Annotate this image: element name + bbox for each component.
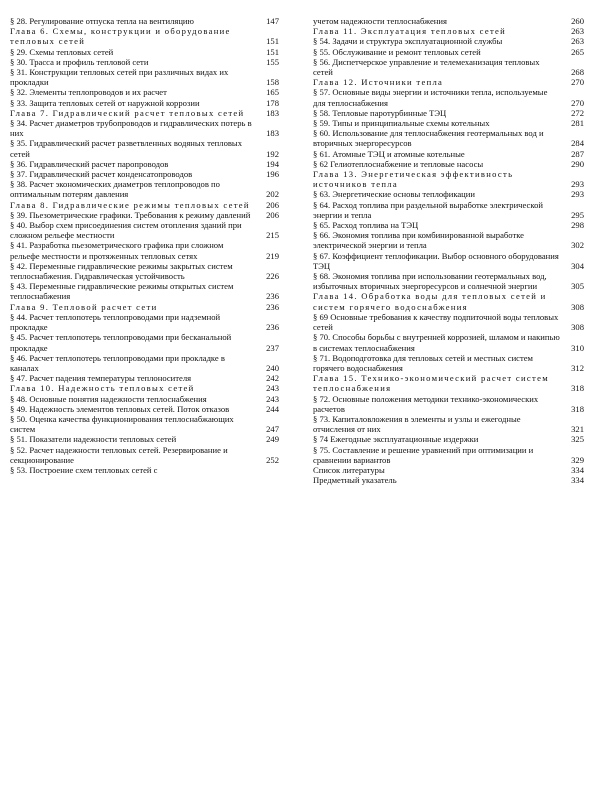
toc-entry-title: § 72. Основные положения методики технико-экономических расчетов <box>313 393 539 414</box>
toc-entry-page: 334 <box>571 475 584 486</box>
toc-entry <box>313 149 584 159</box>
toc-entry <box>313 353 584 373</box>
toc-entry <box>313 189 584 199</box>
toc-entry-page: 178 <box>266 97 279 108</box>
toc-entry-page: 249 <box>266 434 279 445</box>
toc-entry <box>10 373 279 383</box>
toc-entry-title: Список литературы <box>313 464 385 475</box>
toc-entry-title: § 35. Гидравлический расчет разветвленных водяных тепловых сетей <box>10 138 242 159</box>
toc-entry <box>313 394 584 414</box>
toc-entry-title: § 55. Обслуживание и ремонт тепловых сетей <box>313 46 481 57</box>
toc-entry-title: Глава 13. Энергетическая эффективность источников тепла <box>313 169 514 190</box>
toc-entry <box>10 118 279 138</box>
toc-entry <box>10 67 279 87</box>
toc-chapter-entry <box>10 383 279 393</box>
toc-entry-title: Глава 9. Тепловой расчет сети <box>10 301 158 312</box>
toc-entry <box>10 261 279 281</box>
toc-entry-page: 219 <box>266 250 279 261</box>
toc-entry <box>10 16 279 26</box>
toc-entry-page: 236 <box>266 301 279 312</box>
toc-entry-title: § 52. Расчет надежности тепловых сетей. Резервирование и секционирование <box>10 444 228 465</box>
toc-entry-title: § 38. Расчет экономических диаметров теплопроводов по оптимальным потерям давления <box>10 179 220 200</box>
toc-entry <box>10 414 279 434</box>
toc-chapter-entry <box>313 373 584 393</box>
toc-entry-page: 268 <box>571 67 584 78</box>
toc-entry-page: 194 <box>266 158 279 169</box>
toc-entry-page: 270 <box>571 77 584 88</box>
toc-entry-page: 308 <box>571 322 584 333</box>
toc-entry-title: § 62 Гелиотеплоснабжение и тепловые насосы <box>313 158 484 169</box>
toc-entry-title: учетом надежности теплоснабжения <box>313 16 447 26</box>
toc-entry <box>313 251 584 271</box>
toc-entry <box>10 87 279 97</box>
toc-chapter-entry <box>313 169 584 189</box>
toc-entry-title: § 66. Экономия топлива при комбинированной выработке электрической энергии и тепла <box>313 230 524 251</box>
toc-entry-title: § 59. Типы и принципиальные схемы котельных <box>313 118 490 129</box>
toc-entry <box>313 414 584 434</box>
toc-entry <box>10 240 279 260</box>
toc-entry <box>10 404 279 414</box>
toc-entry-page: 293 <box>571 179 584 190</box>
toc-entry-page: 302 <box>571 240 584 251</box>
toc-entry-page: 312 <box>571 362 584 373</box>
toc-entry-page: 226 <box>266 271 279 282</box>
toc-entry-title: § 73. Капиталовложения в элементы и узлы и ежегодные отчисления от них <box>313 413 521 435</box>
toc-entry <box>10 394 279 404</box>
toc-entry-page: 270 <box>571 97 584 108</box>
toc-entry <box>313 87 584 107</box>
toc-entry <box>313 200 584 220</box>
toc-entry-title: § 49. Надежность элементов тепловых сетей. Поток отказов <box>10 403 230 414</box>
toc-entry <box>10 445 279 465</box>
toc-chapter-entry <box>313 26 584 36</box>
toc-entry-title: § 28. Регулирование отпуска тепла на вентиляцию <box>10 16 194 26</box>
toc-entry-page: 242 <box>266 373 279 384</box>
toc-entry-title: § 60. Использование для теплоснабжения геотермальных вод и вторичных энергоресурсов <box>313 128 544 149</box>
toc-entry-title: § 74 Ежегодные эксплуатационные издержки <box>313 434 479 445</box>
toc-entry-title: Глава 6. Схемы, конструкции и оборудование тепловых сетей <box>10 26 231 47</box>
toc-entry-page: 243 <box>266 383 279 394</box>
toc-entry-title: Глава 7. Гидравлический расчет тепловых сетей <box>10 107 245 118</box>
toc-entry-page: 147 <box>266 16 279 26</box>
toc-entry-title: § 57. Основные виды энергии и источники тепла, используемые для теплоснабжения <box>313 87 548 108</box>
toc-entry <box>313 16 584 26</box>
toc-entry-title: § 29. Схемы тепловых сетей <box>10 46 114 57</box>
toc-entry-page: 183 <box>266 128 279 139</box>
toc-entry-title: § 48. Основные понятия надежности теплоснабжения <box>10 393 207 404</box>
toc-entry <box>313 271 584 291</box>
toc-entry-title: § 43. Переменные гидравлические режимы открытых систем теплоснабжения <box>10 281 234 302</box>
toc-entry-title: § 31. Конструкции тепловых сетей при различных видах их прокладки <box>10 67 229 88</box>
toc-entry-page: 237 <box>266 342 279 353</box>
toc-entry-title: Глава 15. Технико-экономический расчет систем теплоснабжения <box>313 373 549 394</box>
toc-entry-title: § 41. Разработка пьезометрического графика при сложном рельефе местности и протяженных тепловых сетях <box>10 240 224 261</box>
toc-entry <box>10 57 279 67</box>
toc-entry <box>10 465 279 475</box>
toc-entry-page: 243 <box>266 393 279 404</box>
toc-entry-page: 310 <box>571 342 584 353</box>
toc-entry <box>10 210 279 220</box>
toc-entry-title: § 42. Переменные гидравлические режимы закрытых систем теплоснабжения. Гидравлическая устойчивость <box>10 260 233 282</box>
toc-entry-page: 290 <box>571 158 584 169</box>
toc-entry <box>313 332 584 352</box>
toc-entry <box>10 98 279 108</box>
toc-entry-title: § 68. Экономия топлива при использовании геотермальных вод, избыточных вторичных энергоресурсов и солнечной энергии <box>313 271 547 292</box>
toc-entry-title: § 70. Способы борьбы с внутренней коррозией, шламом и накипью в системах теплоснабжения <box>313 332 560 353</box>
toc-entry-page: 318 <box>571 403 584 414</box>
toc-entry-page: 252 <box>266 454 279 465</box>
toc-entry-title: Глава 8. Гидравлические режимы тепловых сетей <box>10 199 250 210</box>
toc-entry-title: § 47. Расчет падения температуры теплоносителя <box>10 373 192 384</box>
toc-entry-title: § 75. Составление и решение уравнений при оптимизации и сравнении вариантов <box>313 444 534 465</box>
toc-entry-page: 247 <box>266 424 279 435</box>
toc-entry-page: 206 <box>266 199 279 210</box>
toc-entry-page: 284 <box>571 138 584 149</box>
toc-entry-title: § 36. Гидравлический расчет паропроводов <box>10 158 169 169</box>
toc-entry-page: 281 <box>571 118 584 129</box>
toc-entry <box>313 108 584 118</box>
toc-entry-title: § 67. Коэффициент теплофикации. Выбор основного оборудования ТЭЦ <box>313 250 559 271</box>
toc-entry-page: 244 <box>266 403 279 414</box>
toc-entry <box>10 159 279 169</box>
toc-entry-title: § 46. Расчет теплопотерь теплопроводами при прокладке в каналах <box>10 352 225 373</box>
toc-entry <box>313 57 584 77</box>
toc-entry-title: § 40. Выбор схем присоединения систем отопления зданий при сложном рельефе местности <box>10 220 242 241</box>
toc-entry-page: 206 <box>266 209 279 220</box>
toc-entry-title: § 69 Основные требования к качеству подпиточной воды тепловых сетей <box>313 311 559 333</box>
toc-entry-page: 305 <box>571 281 584 292</box>
toc-entry <box>10 281 279 301</box>
toc-chapter-entry <box>10 302 279 312</box>
toc-entry-title: § 54. Задачи и структура эксплуатационной службы <box>313 36 503 47</box>
toc-entry-page: 263 <box>571 36 584 47</box>
toc-entry <box>10 353 279 373</box>
toc-entry-title: § 61. Атомные ТЭЦ и атомные котельные <box>313 148 465 159</box>
toc-entry-title: § 45. Расчет теплопотерь теплопроводами при бесканальной прокладке <box>10 332 232 353</box>
toc-entry <box>313 230 584 250</box>
toc-entry-title: Глава 12. Источники тепла <box>313 77 444 88</box>
toc-entry-page: 196 <box>266 169 279 180</box>
toc-entry-title: § 64. Расход топлива при раздельной выработке электрической энергии и тепла <box>313 199 543 220</box>
toc-entry-title: § 32. Элементы теплопроводов и их расчет <box>10 87 167 98</box>
toc-entry-page: 272 <box>571 107 584 118</box>
toc-entry-page: 215 <box>266 230 279 241</box>
toc-chapter-entry <box>313 291 584 311</box>
toc-entry-page: 236 <box>266 291 279 302</box>
toc-entry <box>313 118 584 128</box>
toc-entry-title: § 63. Энергетические основы теплофикации <box>313 189 475 200</box>
toc-entry-page: 287 <box>571 148 584 159</box>
toc-entry-title: Глава 14. Обработка воды для тепловых сетей и систем горячего водоснабжения <box>313 291 547 312</box>
toc-entry <box>10 47 279 57</box>
toc-entry-page: 202 <box>266 189 279 200</box>
toc-entry <box>313 36 584 46</box>
toc-entry-title: § 30. Трасса и профиль тепловой сети <box>10 56 149 67</box>
toc-entry <box>10 434 279 444</box>
toc-entry-page: 293 <box>571 189 584 200</box>
toc-entry-title: § 37. Гидравлический расчет конденсатопроводов <box>10 169 193 180</box>
toc-entry-title: Глава 11. Эксплуатация тепловых сетей <box>313 26 507 37</box>
toc-entry-title: Глава 10. Надежность тепловых сетей <box>10 383 195 394</box>
toc-entry-page: 334 <box>571 464 584 475</box>
toc-entry-page: 304 <box>571 260 584 271</box>
toc-entry <box>10 312 279 332</box>
toc-entry <box>313 465 584 475</box>
toc-entry-page: 295 <box>571 209 584 220</box>
toc-entry-page: 318 <box>571 383 584 394</box>
toc-entry-page: 263 <box>571 26 584 37</box>
toc-entry <box>10 220 279 240</box>
toc-entry-title: § 34. Расчет диаметров трубопроводов и гидравлических потерь в них <box>10 118 252 139</box>
toc-entry-page: 151 <box>266 46 279 57</box>
toc-entry <box>313 434 584 444</box>
toc-chapter-entry <box>10 26 279 46</box>
toc-entry <box>10 169 279 179</box>
toc-entry-page: 265 <box>571 46 584 57</box>
toc-entry-title: § 51. Показатели надежности тепловых сетей <box>10 434 177 445</box>
toc-entry-page: 158 <box>266 77 279 88</box>
toc-entry-page: 155 <box>266 56 279 67</box>
toc-entry-title: § 58. Тепловые паротурбинные ТЭЦ <box>313 107 447 118</box>
toc-entry-title: § 71. Водоподготовка для тепловых сетей и местных систем горячего водоснабжения <box>313 352 533 373</box>
toc-entry-page: 151 <box>266 36 279 47</box>
toc-chapter-entry <box>10 200 279 210</box>
toc-entry-title: Предметный указатель <box>313 475 397 486</box>
toc-entry <box>10 332 279 352</box>
toc-chapter-entry <box>10 108 279 118</box>
toc-entry <box>313 445 584 465</box>
toc-entry-title: § 53. Построение схем тепловых сетей с <box>10 464 158 475</box>
toc-entry-title: § 44. Расчет теплопотерь теплопроводами при надземной прокладке <box>10 311 221 333</box>
toc-entry-page: 329 <box>571 454 584 465</box>
toc-entry-title: § 56. Диспетчерское управление и телемеханизация тепловых сетей <box>313 56 540 78</box>
toc-entry-page: 165 <box>266 87 279 98</box>
toc-entry-title: § 65. Расход топлива на ТЭЦ <box>313 220 419 231</box>
toc-entry-page: 298 <box>571 220 584 231</box>
toc-entry <box>313 159 584 169</box>
toc-entry-page: 192 <box>266 148 279 159</box>
toc-entry-page: 308 <box>571 301 584 312</box>
toc-entry-page: 321 <box>571 424 584 435</box>
toc-entry <box>10 179 279 199</box>
toc-entry-title: § 50. Оценка качества функционирования теплоснабжающих систем <box>10 413 234 435</box>
toc-entry-page: 260 <box>571 16 584 26</box>
toc-entry <box>313 220 584 230</box>
toc-entry-title: § 39. Пьезометрические графики. Требования к режиму давлений <box>10 209 251 220</box>
toc-entry <box>313 47 584 57</box>
toc-entry-page: 240 <box>266 362 279 373</box>
toc-left-column <box>10 16 279 475</box>
toc-entry <box>10 138 279 158</box>
toc-entry-page: 236 <box>266 322 279 333</box>
toc-chapter-entry <box>313 77 584 87</box>
toc-entry <box>313 475 584 485</box>
toc-entry-page: 325 <box>571 434 584 445</box>
toc-entry-title: § 33. Защита тепловых сетей от наружной коррозии <box>10 97 200 108</box>
toc-entry-page: 183 <box>266 107 279 118</box>
toc-entry <box>313 312 584 332</box>
toc-entry <box>313 128 584 148</box>
toc-right-column <box>313 16 584 485</box>
